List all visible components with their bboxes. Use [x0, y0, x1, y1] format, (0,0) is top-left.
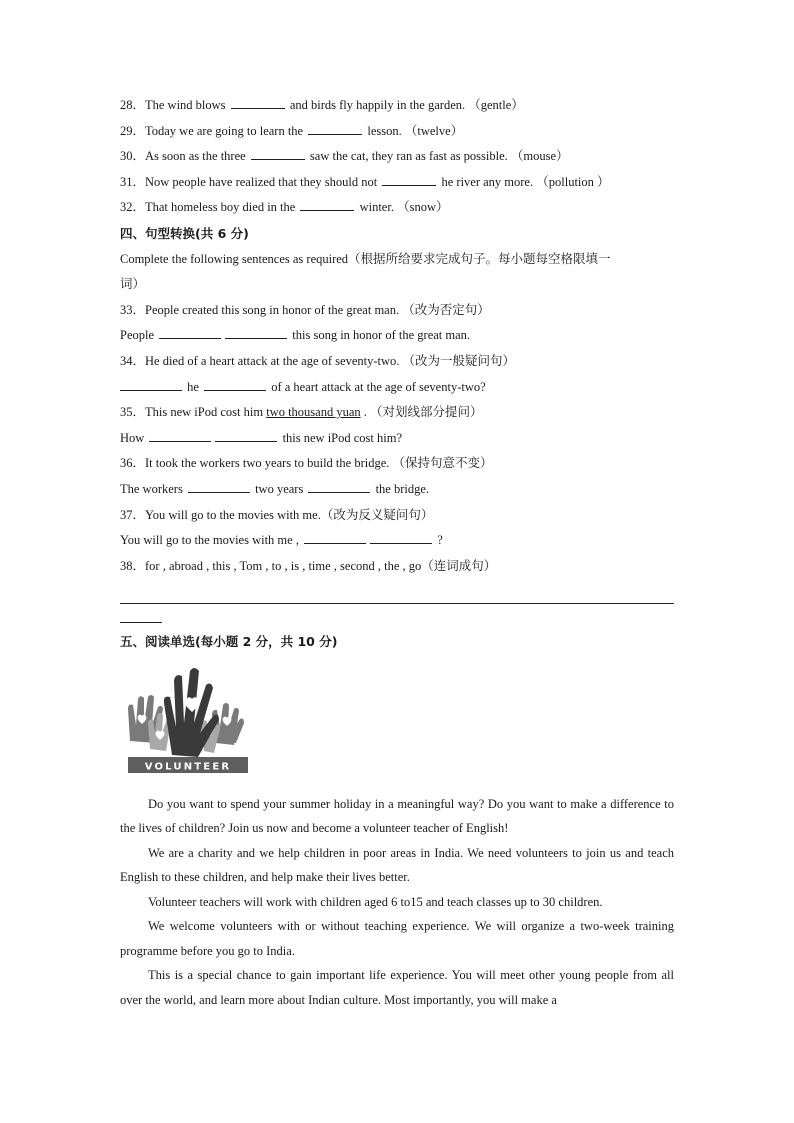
answer-blank[interactable]: [304, 531, 366, 544]
answer-35: How this new iPod cost him?: [120, 430, 403, 445]
question-38: 38．for , abroad , this , Tom , to , is , time , second , the , go（连词成句）: [120, 558, 497, 573]
reading-paragraph-2: We are a charity and we help children in poor areas in India. We need volunteers to join us and teach English to these children, and help make their lives better.: [120, 845, 674, 885]
answer-blank[interactable]: [251, 147, 305, 160]
reading-paragraph-5: This is a special chance to gain important life experience. You will meet other young people from all over the world, and learn more about Indian culture. Most importantly, you will make a: [120, 968, 674, 1007]
answer-blank[interactable]: [300, 198, 354, 211]
question-35: 35．This new iPod cost him two thousand yuan . （对划线部分提问）: [120, 405, 483, 420]
answer-blank[interactable]: [120, 378, 182, 391]
answer-blank[interactable]: [204, 378, 266, 391]
question-37: 37．You will go to the movies with me.（改为反义疑问句）: [120, 507, 434, 522]
section-4-title: 四、句型转换(共 6 分): [120, 225, 249, 241]
answer-34: he of a heart attack at the age of seventy-two?: [120, 375, 674, 401]
answer-blank[interactable]: [308, 122, 362, 135]
volunteer-label: VOLUNTEER: [144, 761, 232, 773]
question-32: 32．That homeless boy died in the winter. （snow）: [120, 200, 449, 215]
answer-line-38[interactable]: [120, 583, 674, 604]
answer-blank[interactable]: [215, 429, 277, 442]
underlined-phrase: two thousand yuan: [266, 405, 361, 420]
answer-37: You will go to the movies with me , ?: [120, 533, 443, 548]
question-28: 28．The wind blows and birds fly happily in the garden. （gentle）: [120, 98, 524, 112]
question-36: 36．It took the workers two years to build the bridge. （保持句意不变）: [120, 456, 493, 471]
answer-blank[interactable]: [231, 96, 285, 109]
question-33: 33．People created this song in honor of the great man. （改为否定句）: [120, 302, 490, 317]
answer-blank[interactable]: [370, 531, 432, 544]
question-34: 34．He died of a heart attack at the age of seventy-two. （改为一般疑问句）: [120, 353, 516, 368]
section-5-title: 五、阅读单选(每小题 2 分，共 10 分): [120, 634, 338, 650]
answer-blank[interactable]: [308, 480, 370, 493]
answer-blank[interactable]: [382, 173, 436, 186]
answer-blank[interactable]: [188, 480, 250, 493]
question-30: 30．As soon as the three saw the cat, they ran as fast as possible. （mouse）: [120, 149, 569, 164]
section-4-instruction-line-2: 词）: [120, 277, 146, 292]
reading-paragraph-1: Do you want to spend your summer holiday in a meaningful way? Do you want to make a difference to the lives of children? Join us now and become a volunteer teacher of English!: [120, 796, 674, 836]
section-4-instruction-line-1: Complete the following sentences as required（根据所给要求完成句子。每小题每空格限填一: [120, 251, 611, 266]
page-content: [120, 93, 674, 1012]
answer-33: People this song in honor of the great man.: [120, 328, 471, 343]
answer-blank[interactable]: [159, 326, 221, 339]
answer-36: The workers two years the bridge.: [120, 481, 430, 496]
volunteer-hands-image: [124, 663, 252, 775]
reading-paragraph-3: Volunteer teachers will work with children aged 6 to15 and teach classes up to 30 children.: [148, 894, 603, 909]
answer-blank[interactable]: [149, 429, 211, 442]
question-31: 31．Now people have realized that they should not he river any more. （pollution ）: [120, 174, 610, 189]
reading-paragraph-4: We welcome volunteers with or without teaching experience. We will organize a two-week training programme before you go to India.: [120, 919, 674, 958]
question-29: 29．Today we are going to learn the lesson. （twelve）: [120, 123, 464, 138]
answer-blank[interactable]: [225, 326, 287, 339]
answer-line-38-continued[interactable]: [120, 604, 162, 623]
